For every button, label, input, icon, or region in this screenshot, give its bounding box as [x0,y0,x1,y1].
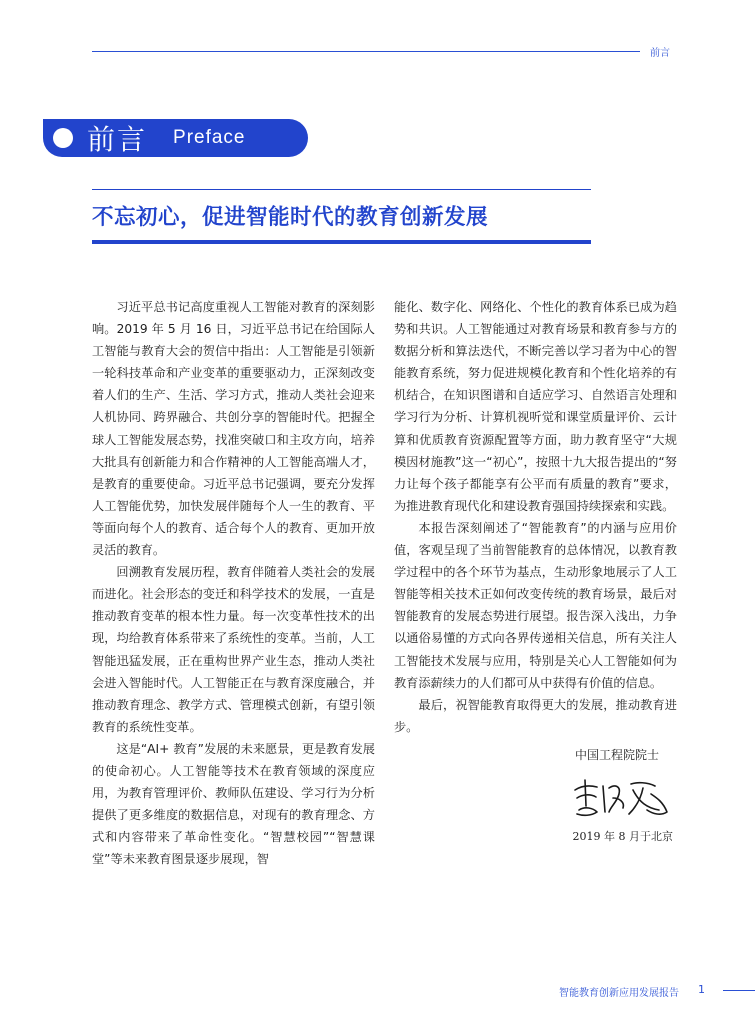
right-column [394,296,677,848]
banner-title-en: Preface [173,127,246,148]
signoff-title: 中国工程院院士 [574,747,659,762]
footer-rule [723,990,755,991]
paragraph: 最后，祝智能教育取得更大的发展，推动教育进步。 [394,697,677,734]
left-column [92,296,375,870]
paragraph: 能化、数字化、网络化、个性化的教育体系已成为趋势和共识。人工智能通过对教育场景和教育参与方的数据分析和算法迭代，不断完善以学习者为中心的智能教育系统，努力促进规模化教育和个性化培养的有机结合，在知识图谱和自适应学习、自然语言处理和学习行为分析、计算机视听觉和课堂质量评价、云计算和优质教育资源配置等方面，助力教育坚守“大规模因材施教”这一“初心”，按照十九大报告提出的“努力让每个孩子都能享有公平而有质量的教育”要求，为推进教育现代化和建设教育强国持续探索和实践。 [394,300,677,513]
signoff-date: 2019 年 8 月于北京 [572,829,673,843]
section-banner [43,119,308,157]
banner-dot-icon [53,128,73,148]
header-rule [92,51,640,52]
paragraph: 回溯教育发展历程，教育伴随着人类社会的发展而进化。社会形态的变迁和科学技术的发展，一直是推动教育变革的根本性力量。每一次变革性技术的出现，均给教育体系带来了系统性的变革。当前，人工智能迅猛发展，正在重构世界产业生态，推动人类社会进入智能时代。人工智能正在与教育深度融合，并推动教育理念、教学方式、管理模式创新，有望引领教育的系统性变革。 [92,565,375,734]
running-header: 前言 [650,48,670,59]
banner-title-cn: 前言 [87,123,148,156]
title-rule-bottom [92,240,591,244]
footer-report-name: 智能教育创新应用发展报告 [559,988,679,999]
paragraph: 习近平总书记高度重视人工智能对教育的深刻影响。2019 年 5 月 16 日，习近平总书记在给国际人工智能与教育大会的贺信中指出：人工智能是引领新一轮科技革命和产业变革的重要驱动力，正深刻改变着人们的生产、生活、学习方式，推动人类社会迎来人机协同、跨界融合、共创分享的智能时代。把握全球人工智能发展态势，找准突破口和主攻方向，培养大批具有创新能力和合作精神的人工智能高端人才，是教育的重要使命。习近平总书记强调，要充分发挥人工智能优势，加快发展伴随每个人一生的教育、平等面向每个人的教育、适合每个人的教育、更加开放灵活的教育。 [92,300,375,558]
paragraph: 这是“AI+ 教育”发展的未来愿景，更是教育发展的使命初心。人工智能等技术在教育领域的深度应用，为教育管理评价、教师队伍建设、学习行为分析提供了更多维度的数据信息，对现有的教育理念、方式和内容带来了革命性变化。“智慧校园”“智慧课堂”等未来教育图景逐步展现，智 [92,741,375,867]
page-title: 不忘初心，促进智能时代的教育创新发展 [92,205,489,230]
paragraph: 本报告深刻阐述了“智能教育”的内涵与应用价值，客观呈现了当前智能教育的总体情况，以教育教学过程中的各个环节为基点，生动形象地展示了人工智能等相关技术正如何改变传统的教育场景，最后对智能教育的发展态势进行展望。报告深入浅出，力争以通俗易懂的方式向各界传递相关信息，所有关注人工智能技术发展与应用，特别是关心人工智能如何为教育添薪续力的人们都可从中获得有价值的信息。 [394,520,677,690]
title-rule-top [92,189,591,190]
page-number: 1 [698,983,705,996]
handwritten-signature [567,772,677,822]
